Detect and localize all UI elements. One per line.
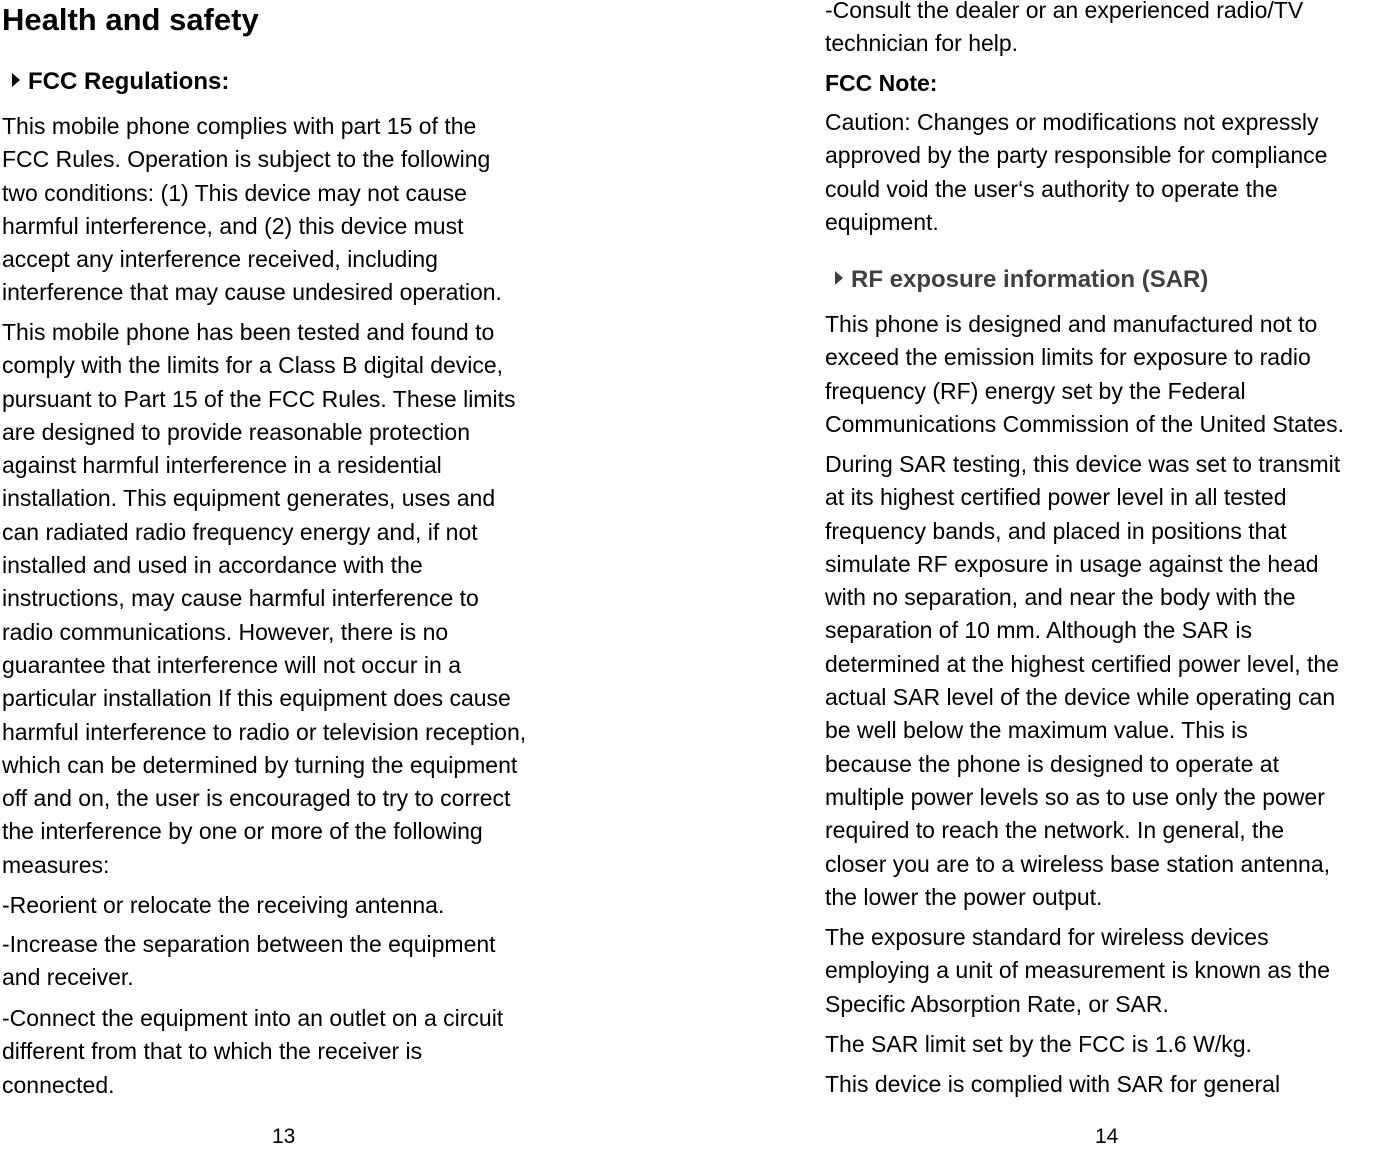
text-line: guarantee that interference will not occur in a (2, 651, 461, 678)
fcc-note-heading: FCC Note: (825, 70, 938, 96)
text-line: installed and used in accordance with the (2, 552, 423, 579)
text-line: determined at the highest certified power level, the (825, 650, 1339, 677)
measure-increase-separation (2, 928, 496, 995)
text-line: separation of 10 mm. Although the SAR is (825, 617, 1253, 644)
fcc-regulations-label: FCC Regulations: (28, 68, 230, 95)
measure-consult-dealer (825, 0, 1303, 61)
text-line: interference that may cause undesired operation. (2, 279, 502, 306)
text-line: During SAR testing, this device was set to transmit (825, 451, 1341, 477)
text-line: This mobile phone complies with part 15 of the (2, 113, 477, 139)
text-line: The SAR limit set by the FCC is 1.6 W/kg. (825, 1031, 1252, 1057)
text-line: at its highest certified power level in all tested (825, 484, 1287, 511)
text-line: with no separation, and near the body with the (825, 584, 1296, 611)
text-line: Communications Commission of the United States. (825, 410, 1344, 437)
text-line: the lower the power output. (825, 883, 1103, 910)
text-line: multiple power levels so as to use only the power (825, 783, 1325, 810)
text-line: This phone is designed and manufactured not to (825, 311, 1318, 337)
text-line: The exposure standard for wireless devices (825, 924, 1269, 950)
text-line: could void the user‘s authority to operate the (825, 175, 1278, 202)
text-line: Caution: Changes or modifications not expressly (825, 109, 1319, 135)
triangle-bullet-icon (12, 73, 20, 87)
text-line: closer you are to a wireless base station antenna, (825, 850, 1331, 877)
text-line: equipment. (825, 208, 939, 235)
text-line: be well below the maximum value. This is (825, 717, 1248, 744)
exposure-standard-paragraph (825, 921, 1330, 1021)
text-line: connected. (2, 1071, 115, 1098)
text-line: measures: (2, 851, 110, 878)
text-line: employing a unit of measurement is known as the (825, 957, 1330, 984)
text-line: radio communications. However, there is no (2, 618, 449, 645)
text-line: because the phone is designed to operate at (825, 750, 1279, 777)
text-line: Specific Absorption Rate, or SAR. (825, 990, 1169, 1017)
text-line: This mobile phone has been tested and found to (2, 319, 495, 345)
text-line: are designed to provide reasonable protection (2, 418, 470, 445)
sar-testing-paragraph (825, 448, 1340, 914)
measure-connect-outlet (2, 1002, 503, 1102)
sar-limit-paragraph (825, 1028, 1252, 1061)
rf-exposure-label: RF exposure information (SAR) (851, 266, 1209, 293)
text-line: exceed the emission limits for exposure to radio (825, 344, 1311, 371)
text-line: particular installation If this equipment does cause (2, 685, 511, 712)
text-line: and receiver. (2, 964, 134, 991)
text-line: This device is complied with SAR for general (825, 1071, 1281, 1097)
text-line: simulate RF exposure in usage against the head (825, 550, 1319, 577)
text-line: can radiated radio frequency energy and, if not (2, 518, 478, 545)
text-line: instructions, may cause harmful interference to (2, 585, 479, 612)
page-title: Health and safety (2, 2, 259, 37)
text-line: installation. This equipment generates, uses and (2, 485, 496, 512)
fcc-compliance-paragraph (2, 110, 502, 310)
caution-paragraph (825, 106, 1327, 239)
text-line: harmful interference to radio or television reception, (2, 718, 527, 745)
text-line: technician for help. (825, 30, 1019, 57)
text-line: off and on, the user is encouraged to try to correct (2, 785, 511, 812)
text-line: which can be determined by turning the equipment (2, 751, 518, 778)
text-line: FCC Rules. Operation is subject to the following (2, 146, 491, 173)
text-line: required to reach the network. In general, the (825, 817, 1285, 844)
text-line: against harmful interference in a residential (2, 452, 442, 479)
triangle-bullet-icon (835, 271, 843, 285)
text-line: different from that to which the receiver is (2, 1038, 423, 1065)
text-line: comply with the limits for a Class B digital device, (2, 352, 504, 379)
text-line: frequency (RF) energy set by the Federal (825, 377, 1246, 404)
text-line: -Reorient or relocate the receiving antenna. (2, 892, 445, 918)
text-line: two conditions: (1) This device may not cause (2, 179, 467, 206)
text-line: the interference by one or more of the following (2, 818, 483, 845)
text-line: frequency bands, and placed in positions that (825, 517, 1287, 544)
class-b-paragraph (2, 316, 526, 882)
text-line: -Connect the equipment into an outlet on a circuit (2, 1005, 504, 1031)
text-line: pursuant to Part 15 of the FCC Rules. These limits (2, 385, 516, 412)
fcc-regulations-heading (0, 66, 229, 98)
text-line: accept any interference received, including (2, 246, 438, 273)
text-line: harmful interference, and (2) this device must (2, 212, 464, 239)
page-number-left: 13 (272, 1125, 296, 1148)
text-line: approved by the party responsible for compliance (825, 142, 1328, 169)
text-line: -Increase the separation between the equipment (2, 931, 496, 957)
sar-compliance-paragraph (825, 1068, 1280, 1101)
rf-exposure-heading (823, 264, 1208, 296)
text-line: actual SAR level of the device while operating can (825, 684, 1336, 711)
rf-emission-paragraph (825, 308, 1344, 441)
measure-reorient (2, 889, 444, 922)
text-line: -Consult the dealer or an experienced radio/TV (825, 0, 1304, 23)
page-number-right: 14 (1095, 1125, 1119, 1148)
